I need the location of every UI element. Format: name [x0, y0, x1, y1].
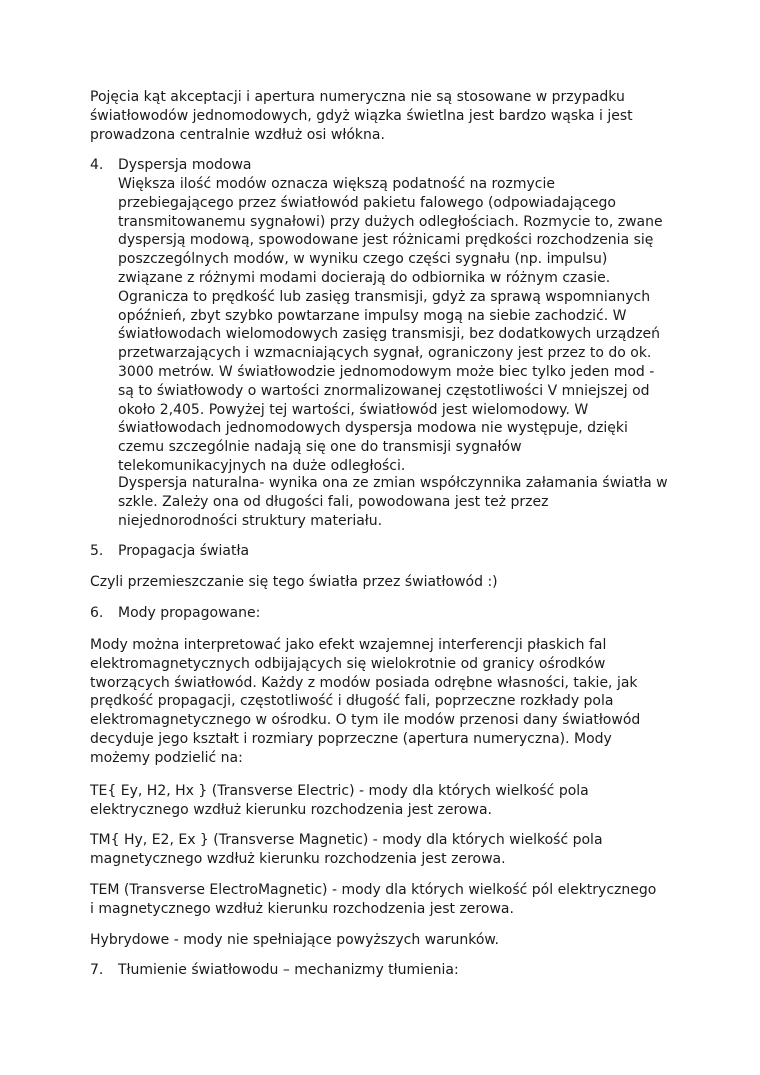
text-line: są to światłowody o wartości znormalizowanej częstotliwości V mniejszej od	[118, 382, 650, 399]
list-number: 5.	[90, 543, 104, 559]
propagation-paragraph	[90, 573, 498, 592]
te-paragraph	[90, 782, 589, 820]
text-line: Pojęcia kąt akceptacji i apertura numeryczna nie są stosowane w przypadku	[90, 89, 625, 105]
heading-5	[90, 542, 249, 561]
text-line: elektrycznego wzdłuż kierunku rozchodzenia jest zerowa.	[90, 801, 492, 818]
modes-paragraph	[90, 636, 640, 768]
text-line: związane z różnymi modami docierają do odbiornika w różnym czasie.	[118, 269, 611, 286]
heading-6	[90, 604, 260, 623]
text-line: elektromagnetycznego w ośrodku. O tym ile modów przenosi dany światłowód	[90, 712, 641, 729]
text-line: i magnetycznego wzdłuż kierunku rozchodzenia jest zerowa.	[90, 900, 514, 917]
text-line: magnetycznego wzdłuż kierunku rozchodzenia jest zerowa.	[90, 850, 506, 867]
text-line: poszczególnych modów, w wyniku czego części sygnału (np. impulsu)	[118, 251, 608, 268]
text-line: Większa ilość modów oznacza większą podatność na rozmycie	[118, 176, 556, 192]
text-line: możemy podzielić na:	[90, 749, 243, 766]
text-line: telekomunikacyjnych na duże odległości.	[118, 457, 406, 474]
text-line: dyspersją modową, spowodowane jest różnicami prędkości rozchodzenia się	[118, 232, 654, 249]
text-line: szkle. Zależy ona od długości fali, powodowana jest też przez	[118, 493, 549, 510]
heading-title: Dyspersja modowa	[118, 157, 252, 173]
text-line: Mody można interpretować jako efekt wzajemnej interferencji płaskich fal	[90, 637, 607, 653]
text-line: światłowodach wielomodowych zasięg transmisji, bez dodatkowych urządzeń	[118, 326, 661, 343]
heading-title: Mody propagowane:	[118, 605, 261, 621]
text-line: TEM (Transverse ElectroMagnetic) - mody dla których wielkość pól elektrycznego	[90, 882, 657, 898]
text-line: decyduje jego kształt i rozmiary poprzeczne (apertura numeryczna). Mody	[90, 730, 612, 747]
tm-paragraph	[90, 831, 603, 869]
list-number: 7.	[90, 962, 104, 978]
text-line: przetwarzających i wzmacniających sygnał, ograniczony jest przez to do ok.	[118, 345, 652, 362]
natural-dispersion-paragraph	[118, 474, 668, 530]
text-line: Ogranicza to prędkość lub zasięg transmisji, gdyż za sprawą wspomnianych	[118, 288, 651, 305]
text-line: prowadzona centralnie wzdłuż osi włókna.	[90, 126, 385, 143]
text-line: niejednorodności struktury materiału.	[118, 512, 383, 529]
text-line: Hybrydowe - mody nie spełniające powyższych warunków.	[90, 932, 500, 948]
text-line: przebiegającego przez światłowód pakietu falowego (odpowiadającego	[118, 194, 616, 211]
text-line: opóźnień, zbyt szybko powtarzane impulsy mogą na siebie zachodzić. W	[118, 307, 627, 324]
text-line: 3000 metrów. W światłowodzie jednomodowym może biec tylko jeden mod -	[118, 363, 655, 380]
heading-title: Propagacja światła	[118, 543, 250, 559]
text-line: około 2,405. Powyżej tej wartości, światłowód jest wielomodowy. W	[118, 401, 589, 418]
text-line: Czyli przemieszczanie się tego światła przez światłowód :)	[90, 574, 498, 590]
text-line: światłowodów jednomodowych, gdyż wiązka świetlna jest bardzo wąska i jest	[90, 107, 633, 124]
text-line: transmitowanemu sygnałowi) przy dużych odległościach. Rozmycie to, zwane	[118, 213, 663, 230]
text-line: Dyspersja naturalna- wynika ona ze zmian współczynnika załamania światła w	[118, 475, 668, 491]
text-line: tworzących światłowód. Każdy z modów posiada odrębne własności, takie, jak	[90, 674, 638, 691]
tem-paragraph	[90, 881, 656, 919]
intro-paragraph	[90, 88, 633, 144]
text-line: prędkość propagacji, częstotliwość i długość fali, poprzeczne rozkłady pola	[90, 693, 614, 710]
hybrid-paragraph	[90, 931, 499, 950]
text-line: TM{ Hy, E2, Ex } (Transverse Magnetic) - mody dla których wielkość pola	[90, 832, 603, 848]
heading-4	[90, 156, 252, 175]
text-line: elektromagnetycznych odbijających się wielokrotnie od granicy ośrodków	[90, 655, 606, 672]
text-line: światłowodach jednomodowych dyspersja modowa nie występuje, dzięki	[118, 420, 628, 437]
text-line: TE{ Ey, H2, Hx } (Transverse Electric) - mody dla których wielkość pola	[90, 783, 589, 799]
text-line: czemu szczególnie nadają się one do transmisji sygnałów	[118, 439, 522, 456]
list-number: 6.	[90, 605, 104, 621]
heading-title: Tłumienie światłowodu – mechanizmy tłumienia:	[118, 962, 459, 978]
modal-dispersion-paragraph	[118, 175, 663, 476]
list-number: 4.	[90, 157, 104, 173]
heading-7	[90, 961, 459, 980]
